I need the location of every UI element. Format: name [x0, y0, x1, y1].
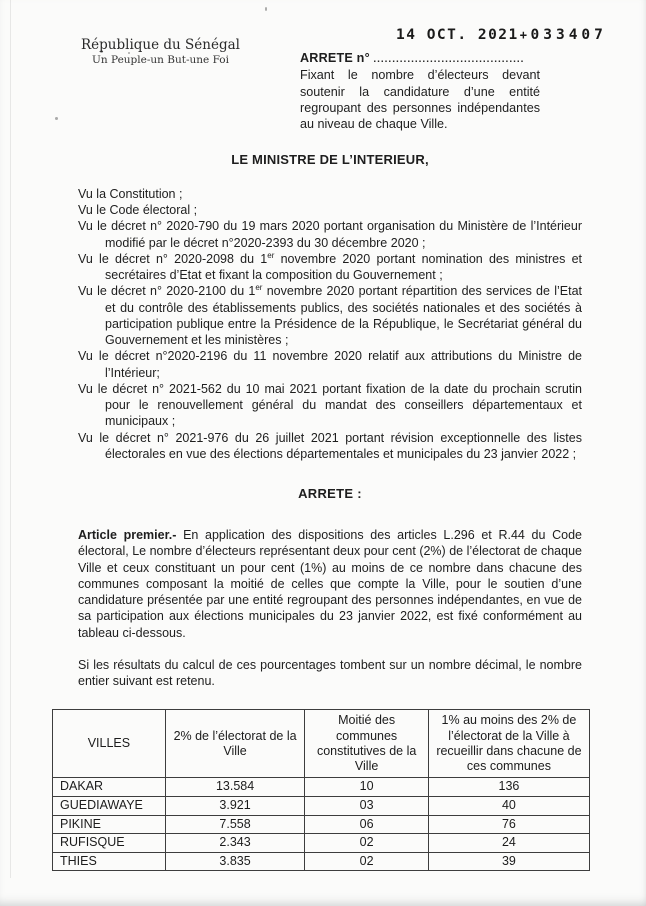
vu-sup: er: [267, 250, 275, 260]
decree-number-line: [300, 50, 540, 66]
scan-speck: [265, 7, 267, 11]
vu-text: Vu le décret n° 2021-562 du 10 mai 2021 portant fixation de la date du prochain scrutin pour le renouvellement général du mandat des conseillers départementaux et municipaux ;: [78, 381, 582, 429]
decree-number-dots: ........................................: [373, 54, 525, 65]
cell-2pct: 3.835: [165, 852, 305, 871]
decimal-rounding-note: Si les résultats du calcul de ces pourcentages tombent sur un nombre décimal, le nombre entier suivant est retenu.: [78, 657, 582, 689]
article-premier-label: Article premier.-: [78, 528, 177, 543]
arrete-heading: ARRETE :: [298, 486, 362, 502]
vu-text: Vu le décret n°2020-2196 du 11 novembre 2020 relatif aux attributions du Ministre de l’Intérieur;: [78, 349, 582, 380]
cell-1pct: 40: [428, 796, 589, 815]
decree-subject: Fixant le nombre d’électeurs devant soutenir la candidature d’une entité regroupant des personnes indépendantes au niveau de chaque Ville.: [300, 68, 540, 132]
table-row: [53, 778, 590, 797]
cell-2pct: 7.558: [165, 815, 305, 834]
cell-moitie: 06: [305, 815, 429, 834]
cell-2pct: 3.921: [165, 796, 305, 815]
cell-city: THIES: [53, 852, 166, 871]
col-header-2pct: 2% de l’électorat de la Ville: [165, 710, 305, 778]
vu-text: novembre 2020 portant répartition des services de l’Etat et du contrôle des établissements publics, des sociétés nationales et des sociétés à participation publique entre la Présidence de la République, le Secrétariat général du Gouvernement et les ministères ;: [105, 284, 582, 348]
table-row: [53, 852, 590, 871]
col-header-1pct: 1% au moins des 2% de l’électorat de la Ville à recueillir dans chacune de ces communes: [428, 710, 589, 778]
vu-item: [78, 283, 582, 348]
vu-sup: er: [255, 283, 263, 293]
vu-text: Vu le décret n° 2020-2098 du 1: [78, 251, 268, 266]
table-header-row: [53, 710, 590, 778]
cell-1pct: 24: [428, 834, 589, 853]
vu-item: [78, 186, 582, 202]
cell-city: PIKINE: [53, 815, 166, 834]
cell-1pct: 39: [428, 852, 589, 871]
article-premier-text: En application des dispositions des articles L.296 et R.44 du Code électoral, Le nombre d’électeurs représentant deux pour cent (2%) de l’électorat de chaque Ville et ceux constituant un pour cent (1%) au moins de ce nombre dans chacune des communes composant la moitié de celles que compte la Ville, pour le soutien d’une candidature présentée par une entité regroupant des personnes indépendantes, en vue de sa participation aux élections municipales du 23 janvier 2022, est fixé conformément au tableau ci-dessous.: [78, 528, 582, 640]
vu-text: novembre 2020 portant nomination des ministres et secrétaires d’Etat et fixant la composition du Gouvernement ;: [105, 251, 583, 283]
vu-text: Vu la Constitution ;: [78, 186, 183, 201]
cell-moitie: 02: [305, 852, 429, 871]
vu-item: [78, 381, 582, 430]
col-header-villes: VILLES: [53, 710, 166, 778]
letterhead-country: République du Sénégal: [81, 37, 240, 53]
scan-edge-line: [10, 0, 11, 878]
decree-number-label: ARRETE n°: [300, 51, 370, 65]
minister-heading: LE MINISTRE DE L’INTERIEUR,: [231, 152, 429, 167]
vu-text: Vu le décret n° 2020-2100 du 1: [78, 284, 256, 299]
vu-text: Vu le décret n° 2021-976 du 26 juillet 2021 portant révision exceptionnelle des listes électorales en vue des élections départementales et municipales du 23 janvier 2022 ;: [78, 430, 582, 461]
date-number-stamp: [396, 27, 636, 43]
cell-2pct: 13.584: [165, 778, 305, 797]
col-header-moitie: Moitié des communes constitutives de la Ville: [305, 710, 429, 778]
electorate-table: [52, 709, 590, 871]
vu-item: [78, 251, 582, 284]
cell-moitie: 02: [305, 834, 429, 853]
vu-item: [78, 218, 582, 251]
cell-city: RUFISQUE: [53, 834, 166, 853]
vu-citations-list: [78, 186, 582, 462]
document-body: [60, 152, 583, 871]
vu-item: [78, 202, 582, 218]
stamp-separator: +: [519, 28, 529, 42]
vu-text: Vu le Code électoral ;: [78, 203, 198, 218]
stamp-number: 033407: [530, 27, 607, 43]
cell-1pct: 76: [428, 815, 589, 834]
decree-title-block: [300, 50, 540, 133]
vu-text: Vu le décret n° 2020-790 du 19 mars 2020 portant organisation du Ministère de l’Intérieur modifié par le décret n°2020-2393 du 30 décembre 2020 ;: [78, 219, 582, 250]
stamp-date: 14 OCT. 2021: [396, 27, 519, 43]
letterhead-motto: Un Peuple-un But-une Foi: [92, 54, 229, 66]
scan-speck: [55, 117, 58, 120]
table-row: [53, 796, 590, 815]
cell-city: DAKAR: [53, 778, 166, 797]
table-row: [53, 834, 590, 853]
cell-1pct: 136: [428, 778, 589, 797]
cell-2pct: 2.343: [165, 834, 305, 853]
vu-item: [78, 348, 582, 381]
cell-city: GUEDIAWAYE: [53, 796, 166, 815]
article-premier: [78, 527, 582, 641]
vu-item: [78, 430, 582, 463]
table-row: [53, 815, 590, 834]
cell-moitie: 10: [305, 778, 429, 797]
cell-moitie: 03: [305, 796, 429, 815]
